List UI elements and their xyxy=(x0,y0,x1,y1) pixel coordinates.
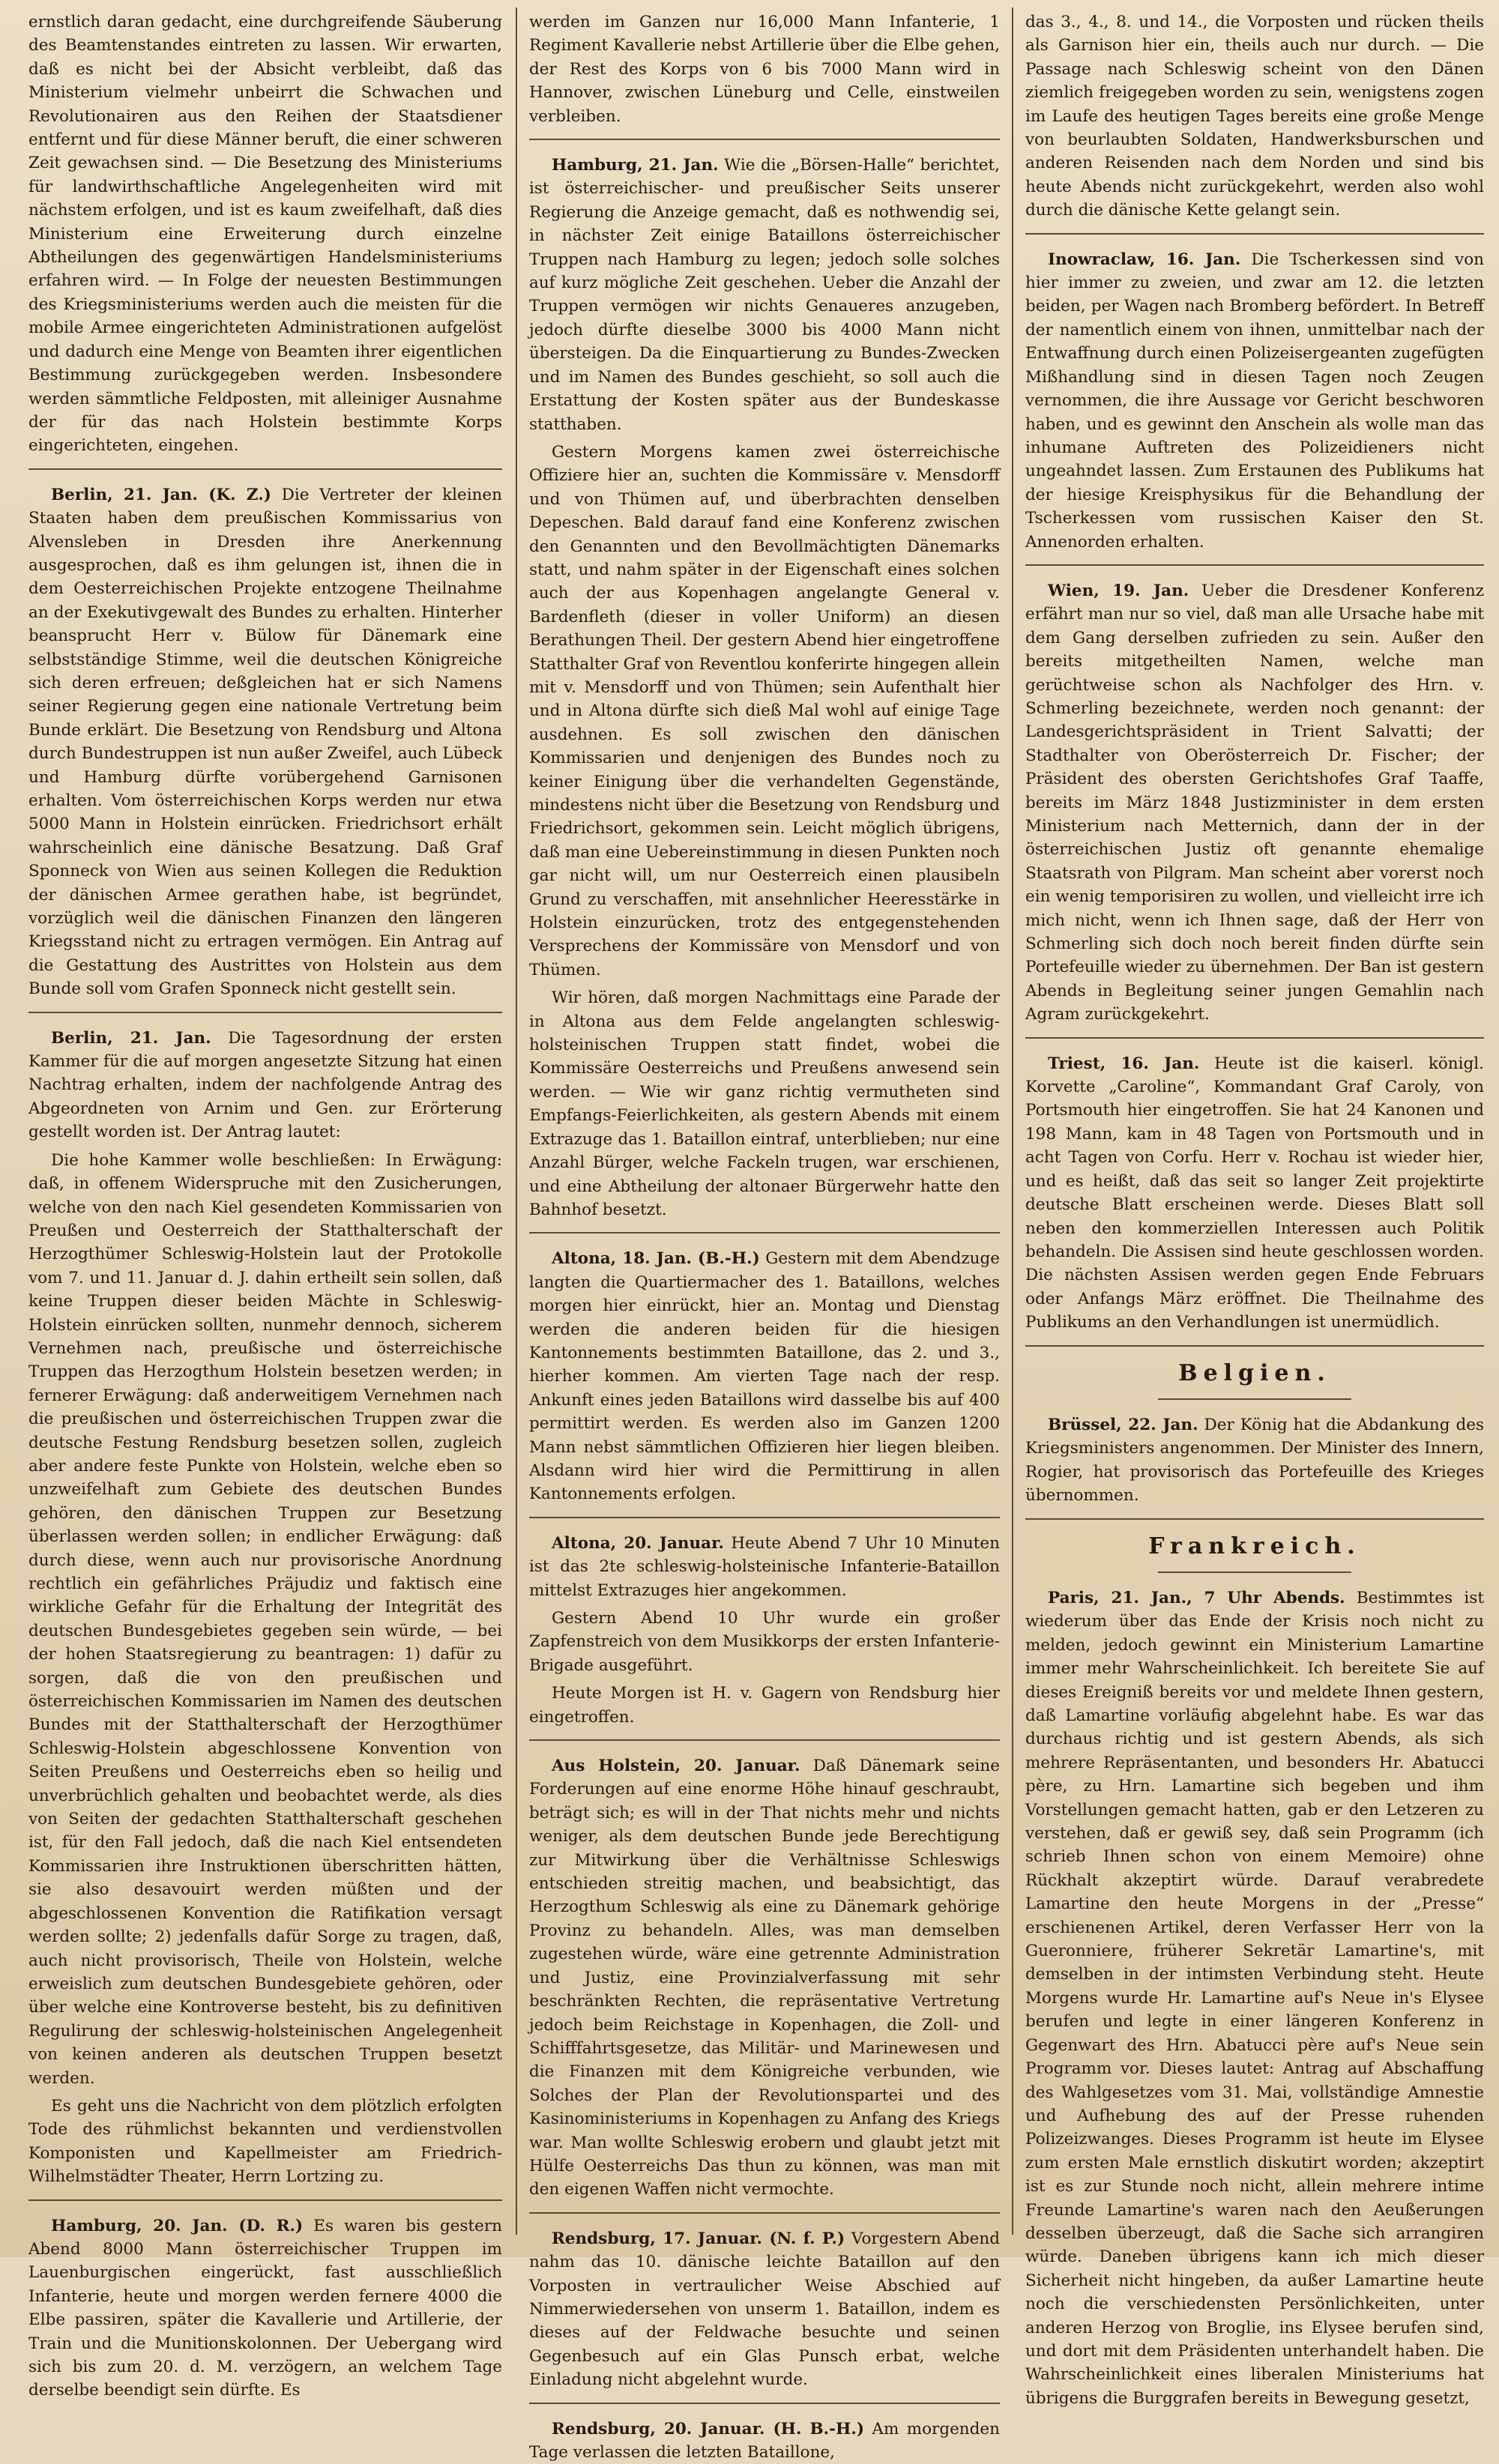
dateline: Hamburg, 20. Jan. (D. R.) xyxy=(51,2216,304,2235)
article-triest xyxy=(1025,1052,1484,1335)
article-text: Heute Abend 7 Uhr 10 Minuten ist das 2te schleswig-holsteinische Infanterie-Bataillon mittelst Extrazuges hier angekommen. xyxy=(529,1533,1000,1600)
dateline: Brüssel, 22. Jan. xyxy=(1048,1415,1198,1434)
article-divider xyxy=(1025,1037,1484,1039)
article-text: Es waren bis gestern Abend 8000 Mann österreichischer Truppen im Lauenburgischen eingerückt, fast ausschließlich Infanterie, heute und morgen werden fernere 4000 die Elbe passiren, später die Kavallerie und Artillerie, der Train und die Munitionskolonnen. Der Uebergang wird sich bis zum 20. d. M. verzögern, an welchem Tage derselbe beendigt sein dürfte. Es xyxy=(28,2216,502,2400)
section-divider xyxy=(1025,1518,1484,1520)
article-text: Gestern mit dem Abendzuge langten die Quartiermacher des 1. Bataillons, welches morgen hier einrückt, hier an. Montag und Dienstag werden die anderen beiden für die hiesigen Kantonnements bestimmten Bataillone, das 2. und 3., hierher kommen. Am vierten Tage nach der resp. Ankunft eines jeden Bataillons wird dasselbe bis auf 400 permittirt werden. Es werden also im Ganzen 1200 Mann nebst sämmtlichen Offizieren hier liegen bleiben. Alsdann wird hier wird die Permittirung in allen Kantonnements erfolgen. xyxy=(529,1249,1000,1504)
column-rule xyxy=(516,7,517,2235)
column-2 xyxy=(529,10,1000,2462)
dateline: Inowraclaw, 16. Jan. xyxy=(1048,250,1241,269)
article-text: Vorgestern Abend nahm das 10. dänische leichte Bataillon auf den Vorposten in vertraulicher Weise Abschied auf Nimmerwiedersehen von unserm 1. Bataillon, indem es dieses auf der Feldwache besuchte und seinen Gegenbesuch auf ein Glas Punsch erbat, welche Einladung nicht abgelehnt wurde. xyxy=(529,2229,1000,2390)
article-text: Die Tagesordnung der ersten Kammer für die auf morgen angesetzte Sitzung hat einen Nachtrag erhalten, indem der nachfolgende Antrag des Abgeordneten von Arnim und Gen. zur Erörterung gestellt worden ist. Der Antrag lautet: xyxy=(28,1028,502,1142)
dateline: Paris, 21. Jan., 7 Uhr Abends. xyxy=(1048,1588,1345,1607)
article-aus-holstein xyxy=(529,1754,1000,2202)
section-divider xyxy=(1158,1571,1351,1573)
section-divider xyxy=(1158,1398,1351,1400)
dateline: Rendsburg, 20. Januar. (H. B.-H.) xyxy=(552,2419,865,2439)
article-inowraclaw xyxy=(1025,248,1484,554)
article-altona-18-jan xyxy=(529,1247,1000,1506)
article-divider xyxy=(1025,564,1484,566)
article-wien xyxy=(1025,579,1484,1027)
dateline: Wien, 19. Jan. xyxy=(1048,581,1189,600)
article-divider xyxy=(28,1012,502,1013)
paragraph: Gestern Morgens kamen zwei österreichische Offiziere hier an, suchten die Kommissäre v. Mensdorff und von Thümen auf, und überbrachten denselben Depeschen. Bald darauf fand eine Konferenz zwischen den Genannten und den Bevollmächtigten Dänemarks statt, und nahm später in der Eigenschaft eines solchen auch der aus Kopenhagen angelangte General v. Bardenfleth (dieser in voller Uniform) an diesen Berathungen Theil. Der gestern Abend hier eingetroffene Statthalter Graf von Reventlou konferirte hingegen allein mit v. Mensdorff und von Thümen; sein Aufenthalt hier und in Altona dürfte sich dieß Mal wohl auf einige Tage ausdehnen. Es soll zwischen den dänischen Kommissarien und denjenigen des Bundes noch zu keiner Einigung über die verhandelten Gegenstände, mindestens nicht über die Besetzung von Rendsburg und Friedrichsort, gekommen sein. Leicht möglich übrigens, daß man eine Uebereinstimmung in diesen Punkten noch gar nicht will, um nur Oesterreich einen plausibeln Grund zu verschaffen, mit ansehnlicher Heeresstärke in Holstein einzurücken, trotz des entgegenstehenden Versprechens der Kommissäre von Mensdorf und von Thümen. xyxy=(529,442,1000,979)
article-text: Wie die „Börsen-Halle“ berichtet, ist österreichischer- und preußischer Seits unserer Regierung die Anzeige gemacht, daß es nothwendig sei, in nächster Zeit einige Bataillons österreichischer Truppen nach Hamburg zu legen; jedoch solle solches auf kurz mögliche Zeit geschehen. Ueber die Anzahl der Truppen vermögen wir nichts Genaueres anzugeben, jedoch dürfte dieselbe 3000 bis 4000 Mann nicht übersteigen. Da die Einquartierung zu Bundes-Zwecken und im Namen des Bundes geschieht, so soll auch die Erstattung der Kosten später aus der Bundeskasse statthaben. xyxy=(529,156,1000,434)
article-divider xyxy=(529,2403,1000,2404)
article-divider xyxy=(529,1739,1000,1741)
column-3 xyxy=(1025,10,1485,2408)
column-1 xyxy=(28,10,502,2400)
dateline: Altona, 18. Jan. (B.-H.) xyxy=(552,1249,760,1269)
paragraph: ernstlich daran gedacht, eine durchgreifende Säuberung des Beamtenstandes eintreten zu lassen. Wir erwarten, daß es nicht bei der Absicht verbleibt, daß das Ministerium vielmehr unbeirrt die Schwachen und Revolutionairen aus den Reihen der Staatsdiener entfernt und für diese Männer beruft, die einer schweren Zeit gewachsen sind. — Die Besetzung des Ministeriums für landwirthschaftliche Angelegenheiten wird mit nächstem erfolgen, und ist es kaum zweifelhaft, daß dies Ministerium eine Erweiterung durch einzelne Abtheilungen des gegenwärtigen Handelsministeriums erfahren wird. — In Folge der neuesten Bestimmungen des Kriegsministeriums werden auch die meisten für die mobile Armee eingerichteten Administrationen aufgelöst und dadurch eine Menge von Beamten ihrer eigentlichen Bestimmung zurückgegeben werden. Insbesondere werden sämmtliche Feldposten, mit alleiniger Ausnahme der für das nach Holstein bestimmte Korps eingerichteten, eingehen. xyxy=(28,13,502,456)
article-divider xyxy=(28,2199,502,2201)
article-hamburg-21-jan xyxy=(529,154,1000,436)
article-berlin-21-jan xyxy=(28,1027,502,1144)
section-divider xyxy=(1025,1345,1484,1347)
column-rule xyxy=(1012,7,1013,2235)
article-divider xyxy=(529,1232,1000,1233)
article-hamburg-20-jan xyxy=(28,2214,502,2403)
article-text: Ueber die Dresdener Konferenz erfährt man nur so viel, daß man alle Ursache habe mit dem Gang derselben zufrieden zu sein. Außer den bereits mitgetheilten Namen, welche man gerüchtweise schon als Nachfolger des Hrn. v. Schmerling bezeichnete, werden noch genannt: der Landesgerichtspräsident in Trient Salvatti; der Stadthalter von Oberösterreich Dr. Fischer; der Präsident des obersten Gerichtshofes Graf Taaffe, bereits im März 1848 Justizminister in dem ersten Ministerium nach Metternich, dann der in der österreichischen Justiz oft genannte ehemalige Staatsrath von Pilgram. Man scheint aber vorerst noch ein wenig temporisiren zu wollen, und vielleicht irre ich mich nicht, wenn ich Ihnen sage, daß der Herr von Schmerling sich doch noch bereit finden dürfte sein Portefeuille wieder zu übernehmen. Der Ban ist gestern Abends in Begleitung seiner jungen Gemahlin nach Agram zurückgekehrt. xyxy=(1025,581,1485,1024)
article-text: Die Tscherkessen sind von hier immer zu zweien, und zwar am 12. die letzten beiden, per Wagen nach Bromberg befördert. In Betreff der namentlich einem von ihnen, unmittelbar nach der Entwaffnung durch einen Polizeisergeanten zugefügten Mißhandlung sind in diesen Tagen noch Zeugen vernommen, die ihre Aussage vor Gericht beschworen haben, und es gewinnt den Anschein als wolle man das inhumane Auftreten des Polizeidieners nicht ungeahndet lassen. Zum Erstaunen des Publikums hat der hiesige Kreisphysikus für die Behandlung der Tscherkessen vom russischen Kaiser den St. Annenorden erhalten. xyxy=(1025,250,1484,552)
article-text: Daß Dänemark seine Forderungen auf eine enorme Höhe hinauf geschraubt, beträgt sich; es will in der That nichts mehr und nichts weniger, als dem deutschen Bunde jede Berechtigung zur Mitwirkung über die Verhältnisse Schleswigs entschieden streitig machen, und beabsichtigt, das Herzogthum Schleswig als eine zu Dänemark gehörige Provinz zu behandeln. Alles, was man demselben zugestehen würde, wäre eine getrennte Administration und Justiz, eine Provinzialverfassung mit sehr beschränkten Rechten, die repräsentative Vertretung jedoch beim Reichstage in Kopenhagen, die Zoll- und Schifffahrtsgesetze, das Militär- und Marinewesen und die Finanzen mit dem Königreiche verbunden, wie Solches der Plan der Revolutionspartei und des Kasinoministeriums in Kopenhagen zu Anfang des Kriegs war. Man wollte Schleswig erobern und glaubt jetzt mit Hülfe Oesterreichs Das thun zu können, was man mit den eigenen Waffen nicht vermochte. xyxy=(529,1757,1000,2199)
article-rendsburg-17-jan xyxy=(529,2227,1000,2392)
article-divider xyxy=(1025,233,1484,235)
article-rendsburg-20-jan xyxy=(529,2418,1000,2464)
paragraph: Heute Morgen ist H. v. Gagern von Rendsburg hier eingetroffen. xyxy=(529,1684,1000,1727)
paragraph: das 3., 4., 8. und 14., die Vorposten und rücken theils als Garnison hier ein, theils auch nur durch. — Die Passage nach Schleswig scheint von den Dänen ziemlich freigegeben worden zu sein, wenigstens zogen im Laufe des heutigen Tages bereits eine große Menge von beurlaubten Soldaten, Handwerksburschen und anderen Reisenden nach dem Norden und sind bis heute Abends nicht zurückgekehrt, werden also wohl durch die dänische Kette gelangt sein. xyxy=(1025,13,1484,220)
article-divider xyxy=(28,468,502,470)
section-heading-belgien: Belgien. xyxy=(1178,1359,1331,1386)
dateline: Aus Holstein, 20. Januar. xyxy=(552,1757,800,1776)
article-text: Bestimmtes ist wiederum über das Ende der Krisis noch nicht zu melden, jedoch gewinnt ein Ministerium Lamartine immer mehr Wahrscheinlichkeit. Ich bereitete Sie auf dieses Ereigniß bereits vor und meldete Ihnen gestern, daß Lamartine vorläufig abgelehnt habe. Es war das durchaus richtig und ist gestern Abends, als sich mehrere Repräsentanten, und besonders Hr. Abatucci père, zu Hrn. Lamartine sich begeben und ihm Vorstellungen gemacht hatten, gab er den Letzeren zu verstehen, daß er gewiß sey, daß sein Programm (ich schrieb Ihnen schon von einem Memoire) ohne Rückhalt akzeptirt würde. Darauf verabredete Lamartine den heute Morgens in der „Presse“ erschienenen Artikel, deren Verfasser Herr von la Gueronniere, früherer Sekretär Lamartine's, mit demselben in der intimsten Verbindung steht. Heute Morgens wurde Hr. Lamartine auf's Neue in's Elysee berufen und legte in einer längeren Konferenz in Gegenwart des Hrn. Abatucci père auf's Neue sein Programm vor. Dieses lautet: Antrag auf Abschaffung des Wahlgesetzes vom 31. Mai, vollständige Amnestie und Aufhebung des auf der Presse ruhenden Polizeizwanges. Dieses Programm ist heute im Elysee zum ersten Male ernstlich diskutirt worden; akzeptirt ist es zur Stunde noch nicht, allein mehrere intime Freunde Lamartine's waren nach den Aeußerungen desselben überzeugt, daß die Sache sich arrangiren würde. Daneben übrigens kann ich mich dieser Sicherheit nicht hingeben, da außer Lamartine heute noch die verschiedensten Persönlichkeiten, unter anderen Herzog von Broglie, ins Elysee berufen sind, und dort mit dem Präsidenten unterhandelt haben. Die Wahrscheinlichkeit eines liberalen Ministeriums hat übrigens die Burggrafen bereits in Bewegung gesetzt, xyxy=(1025,1588,1484,2408)
article-divider xyxy=(529,1517,1000,1518)
paragraph: Es geht uns die Nachricht von dem plötzlich erfolgten Tode des rühmlichst bekannten und verdienstvollen Komponisten und Kapellmeister am Friedrich-Wilhelmstädter Theater, Herrn Lortzing zu. xyxy=(28,2096,502,2187)
article-bruessel xyxy=(1025,1413,1484,1508)
article-text: Die Vertreter der kleinen Staaten haben dem preußischen Kommissarius von Alvensleben in Dresden ihre Anerkennung ausgesprochen, daß es ihm gelungen ist, ihnen die in dem Oesterreichischen Projekte entzogene Theilnahme an der Exekutivgewalt des Bundes zu erhalten. Hinterher beansprucht Herr v. Bülow für Dänemark eine selbstständige Stimme, weil die deutschen Königreiche sich deren erfreuen; deßgleichen hat er sich Namens seiner Regierung gegen eine nationale Vertretung beim Bunde erklärt. Die Besetzung von Rendsburg und Altona durch Bundestruppen ist nun außer Zweifel, auch Lübeck und Hamburg dürfte vorübergehend Garnisonen erhalten. Vom österreichischen Korps werden nur etwa 5000 Mann in Holstein einrücken. Friedrichsort erhält wahrscheinlich eine dänische Besatzung. Daß Graf Sponneck von Wien aus seinen Kollegen die Reduktion der dänischen Armee gerathen habe, ist begründet, vorzüglich weil die dänischen Finanzen den längeren Kriegsstand nicht zu ertragen vermögen. Ein Antrag auf die Gestattung des Austrittes von Holstein aus dem Bunde soll vom Grafen Sponneck nicht gestellt sein. xyxy=(28,485,502,999)
paragraph: Wir hören, daß morgen Nachmittags eine Parade der in Altona aus dem Felde angelangten schleswig-holsteinischen Truppen statt findet, wobei die Kommissäre Oesterreichs und Preußens anwesend sein werden. — Wie wir ganz richtig vermutheten sind Empfangs-Feierlichkeiten, als gestern Abends mit einem Extrazuge das 1. Bataillon eintraf, unterblieben; nur eine Anzahl Bürger, welche Fackeln trugen, war erschienen, und eine Abtheilung der altonaer Bürgerwehr hatte den Bahnhof besetzt. xyxy=(529,988,1000,1219)
article-paris xyxy=(1025,1586,1484,2410)
paragraph: Gestern Abend 10 Uhr wurde ein großer Zapfenstreich von dem Musikkorps der ersten Infanterie-Brigade ausgeführt. xyxy=(529,1609,1000,1675)
paragraph: Die hohe Kammer wolle beschließen: In Erwägung: daß, in offenem Widerspruche mit den Zusicherungen, welche von den nach Kiel gesendeten Kommissarien von Preußen und Oesterreich der Statthalterschaft der Herzogthümer Schleswig-Holstein laut der Protokolle vom 7. und 11. Januar d. J. dahin ertheilt sein sollen, daß keine Truppen dieser beiden Mächte in Schleswig-Holstein einrücken sollten, nunmehr dennoch, sicherem Vernehmen nach, preußische und österreichische Truppen das Herzogthum Holstein besetzen werden; in fernerer Erwägung: daß anderweitigem Vernehmen nach die preußischen und österreichischen Truppen zwar die deutsche Festung Rendsburg besetzen sollen, zugleich aber andere feste Punkte von Holstein, welche eben so unzweifelhaft zum Gebiete des deutschen Bundes gehören, den dänischen Truppen zur Besetzung überlassen werden sollen; in endlicher Erwägung: daß durch diese, wenn auch nur provisorische Anordnung rechtlich ein gefährliches Präjudiz und faktisch eine wirkliche Gefahr für die Erhaltung der Integrität des deutschen Bundesgebietes gegeben sein würde, — bei der hohen Staatsregierung zu beantragen: 1) dafür zu sorgen, daß die von den preußischen und österreichischen Kommissarien im Namen des deutschen Bundes mit der Statthalterschaft der Herzogthümer Schleswig-Holstein abgeschlossene Konvention von Seiten Preußens und Oesterreichs eben so heilig und unverbrüchlich gehalten und beobachtet werde, als dies von Seiten der gedachten Statthalterschaft geschehen ist, für den Fall jedoch, daß die nach Kiel entsendeten Kommissarien ihre Instruktionen überschritten hätten, sie also desavouirt werden müßten und der abgeschlossenen Konvention die Ratifikation versagt werden sollte; 2) jedenfalls dafür Sorge zu tragen, daß, auch nicht provisorisch, Theile von Holstein, welche erweislich zum deutschen Bundesgebiete gehören, oder über welche eine Kontroverse besteht, bis zu definitiven Regulirung der schleswig-holsteinischen Angelegenheit von keinen anderen als deutschen Truppen besetzt werden. xyxy=(28,1150,502,2088)
article-text: Der König hat die Abdankung des Kriegsministers angenommen. Der Minister des Innern, Rogier, hat provisorisch das Portefeuille des Krieges übernommen. xyxy=(1025,1415,1484,1506)
article-text: Heute ist die kaiserl. königl. Korvette „Caroline“, Kommandant Graf Caroly, von Portsmouth hier eingetroffen. Sie hat 24 Kanonen und 198 Mann, kam in 48 Tagen von Portsmouth und in acht Tagen von Corfu. Herr v. Rochau ist wieder hier, und es heißt, daß das seit so langer Zeit projektirte deutsche Blatt erscheinen werde. Dieses Blatt soll neben den kommerziellen Interessen auch Politik behandeln. Die Assisen sind heute geschlossen worden. Die nächsten Assisen werden gegen Ende Februars oder Anfangs März eröffnet. Die Theilnahme des Publikums an den Verhandlungen ist unermüdlich. xyxy=(1025,1054,1484,1332)
article-text: Am morgenden Tage verlassen die letzten Bataillone, xyxy=(529,2419,1000,2462)
article-altona-20-jan xyxy=(529,1532,1000,1602)
dateline: Berlin, 21. Jan. xyxy=(51,1028,211,1048)
dateline: Rendsburg, 17. Januar. (N. f. P.) xyxy=(552,2229,845,2248)
article-divider xyxy=(529,139,1000,140)
section-heading-frankreich: Frankreich. xyxy=(1148,1533,1361,1559)
paragraph: werden im Ganzen nur 16,000 Mann Infanterie, 1 Regiment Kavallerie nebst Artillerie über die Elbe gehen, der Rest des Korps von 6 bis 7000 Mann wird in Hannover, zwischen Lüneburg und Celle, einstweilen verbleiben. xyxy=(529,13,1000,126)
dateline: Hamburg, 21. Jan. xyxy=(552,156,719,175)
dateline: Altona, 20. Januar. xyxy=(552,1533,724,1553)
dateline: Berlin, 21. Jan. (K. Z.) xyxy=(51,485,271,504)
article-berlin-21-jan-kz xyxy=(28,483,502,1001)
article-divider xyxy=(529,2212,1000,2214)
dateline: Triest, 16. Jan. xyxy=(1048,1054,1200,1073)
